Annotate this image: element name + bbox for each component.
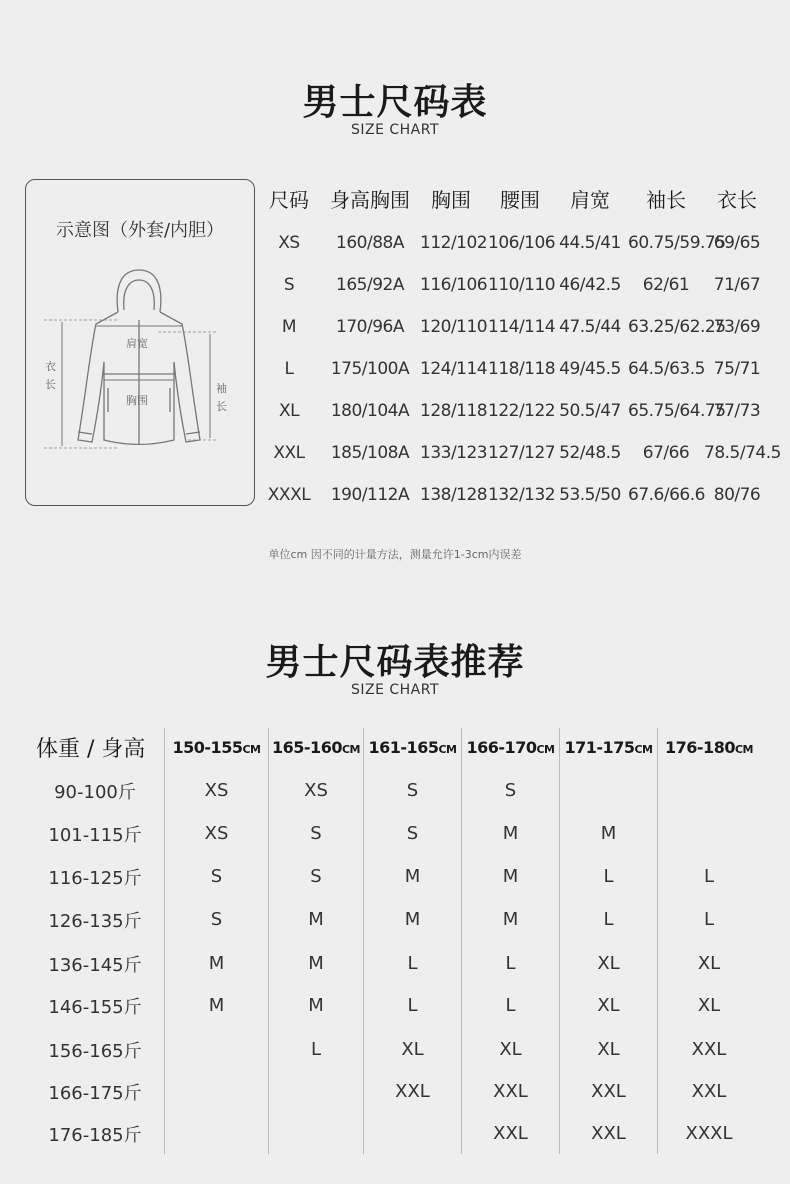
size-label: XXL <box>273 443 305 463</box>
header-sleeve: 袖长 <box>646 188 686 212</box>
diagram-caption: 示意图（外套/内胆） <box>55 220 225 241</box>
recommended-size: L <box>603 909 614 930</box>
recommended-size: L <box>407 995 418 1016</box>
weight-label: 156-165斤 <box>48 1041 142 1062</box>
weight-label: 101-115斤 <box>48 825 142 846</box>
recommended-size: L <box>703 909 715 930</box>
header-height-chest: 身高胸围 <box>330 188 410 212</box>
recommended-size: XXL <box>493 1081 528 1102</box>
size-cell: 73/69 <box>713 317 761 337</box>
size-chart-subtitle: SIZE CHART <box>350 122 440 138</box>
measurement-note: 单位cm 因不同的计量方法，测量允许1-3cm内误差 <box>268 548 522 561</box>
size-cell: 77/73 <box>713 401 761 421</box>
size-label: L <box>284 359 294 379</box>
recommend-title: 男士尺码表推荐 <box>265 642 525 683</box>
length-label: 衣长 <box>45 360 56 391</box>
weight-height-header: 体重 / 身高 <box>36 737 146 762</box>
height-range: 150-155 <box>172 738 243 757</box>
jacket-diagram-panel <box>25 179 255 506</box>
size-cell: 46/42.5 <box>559 275 621 295</box>
height-unit: CM <box>634 743 653 756</box>
recommended-size: M <box>308 995 324 1016</box>
recommended-size: M <box>308 909 324 930</box>
size-cell: 116/106 <box>420 275 488 295</box>
size-cell: 118/118 <box>488 359 556 379</box>
size-cell: 128/118 <box>420 401 488 421</box>
size-cell: 80/76 <box>713 485 761 505</box>
recommended-size: XL <box>697 995 721 1016</box>
weight-label: 126-135斤 <box>48 911 142 932</box>
recommended-size: S <box>406 780 419 801</box>
size-cell: 160/88A <box>336 233 404 253</box>
recommended-size: S <box>310 866 322 887</box>
size-cell: 60.75/59.75 <box>628 233 726 253</box>
size-cell: 49/45.5 <box>559 359 621 379</box>
height-unit: CM <box>734 743 753 756</box>
recommended-size: L <box>407 953 418 974</box>
recommended-size: M <box>404 866 421 887</box>
recommended-size: XXL <box>691 1039 727 1060</box>
size-label: S <box>283 275 295 295</box>
header-length: 衣长 <box>717 188 757 212</box>
size-label: XS <box>278 233 300 253</box>
weight-label: 136-145斤 <box>48 955 142 976</box>
size-cell: 175/100A <box>330 359 410 379</box>
recommended-size: S <box>210 866 223 887</box>
header-size: 尺码 <box>269 188 309 212</box>
size-cell: 127/127 <box>488 443 556 463</box>
recommended-size: XS <box>204 823 229 844</box>
size-cell: 133/123 <box>420 443 488 463</box>
recommended-size: XXL <box>691 1081 727 1102</box>
header-waist: 腰围 <box>500 188 540 212</box>
recommended-size: L <box>505 953 516 974</box>
height-range: 165-160 <box>272 738 342 757</box>
size-cell: 180/104A <box>330 401 410 421</box>
height-header <box>462 738 559 757</box>
recommend-subtitle: SIZE CHART <box>350 682 440 698</box>
recommended-size: M <box>600 823 617 844</box>
recommended-size: M <box>502 823 519 844</box>
recommended-size: L <box>703 866 715 887</box>
height-unit: CM <box>536 743 555 756</box>
size-cell: 122/122 <box>488 401 556 421</box>
recommended-size: XL <box>697 953 721 974</box>
size-cell: 114/114 <box>488 317 556 337</box>
size-cell: 53.5/50 <box>559 485 621 505</box>
size-cell: 190/112A <box>330 485 410 505</box>
header-chest: 胸围 <box>431 188 471 212</box>
height-unit: CM <box>438 743 457 756</box>
size-cell: 67.6/66.6 <box>628 485 705 505</box>
size-cell: 106/106 <box>488 233 556 253</box>
size-cell: 44.5/41 <box>559 233 621 253</box>
height-header <box>658 738 760 757</box>
height-range: 161-165 <box>368 738 439 757</box>
recommended-size: M <box>208 953 225 974</box>
recommended-size: XL <box>597 1039 620 1060</box>
size-cell: 120/110 <box>420 317 488 337</box>
size-cell: 67/66 <box>642 443 690 463</box>
size-cell: 65.75/64.75 <box>628 401 726 421</box>
size-cell: 63.25/62.25 <box>628 317 726 337</box>
size-cell: 110/110 <box>488 275 556 295</box>
recommended-size: S <box>310 823 322 844</box>
weight-label: 116-125斤 <box>48 868 142 889</box>
size-cell: 47.5/44 <box>559 317 621 337</box>
recommended-size: XXL <box>591 1123 626 1144</box>
size-label: XL <box>278 401 300 421</box>
height-range: 176-180 <box>665 738 735 757</box>
recommended-size: XXXL <box>685 1123 733 1144</box>
recommended-size: S <box>210 909 223 930</box>
recommended-size: XS <box>204 780 229 801</box>
recommended-size: XS <box>304 780 328 801</box>
recommended-size: XXL <box>591 1081 626 1102</box>
recommended-size: XL <box>597 953 620 974</box>
recommended-size: S <box>504 780 517 801</box>
sleeve-label: 袖长 <box>216 382 227 413</box>
recommended-size: XL <box>499 1039 522 1060</box>
jacket-diagram-icon <box>38 262 243 462</box>
recommended-size: M <box>502 909 519 930</box>
weight-label: 176-185斤 <box>48 1125 142 1146</box>
size-cell: 64.5/63.5 <box>628 359 705 379</box>
size-cell: 75/71 <box>713 359 761 379</box>
recommended-size: XXL <box>493 1123 528 1144</box>
size-chart-title: 男士尺码表 <box>302 82 488 123</box>
weight-label: 166-175斤 <box>48 1083 142 1104</box>
size-cell: 138/128 <box>420 485 488 505</box>
height-range: 166-170 <box>466 738 537 757</box>
shoulder-label: 肩宽 <box>126 337 148 350</box>
height-header <box>560 738 657 757</box>
chest-label: 胸围 <box>126 394 148 407</box>
size-label: M <box>281 317 297 337</box>
height-unit: CM <box>341 743 360 756</box>
weight-label: 146-155斤 <box>48 997 142 1018</box>
size-cell: 165/92A <box>336 275 404 295</box>
height-header <box>165 738 268 757</box>
recommended-size: M <box>208 995 225 1016</box>
size-cell: 69/65 <box>713 233 761 253</box>
size-cell: 50.5/47 <box>559 401 621 421</box>
recommended-size: S <box>406 823 419 844</box>
recommended-size: L <box>310 1039 322 1060</box>
size-cell: 185/108A <box>330 443 410 463</box>
size-cell: 112/102 <box>420 233 488 253</box>
size-cell: 132/132 <box>488 485 556 505</box>
size-cell: 124/114 <box>420 359 488 379</box>
height-header <box>364 738 461 757</box>
size-cell: 62/61 <box>642 275 690 295</box>
recommended-size: XL <box>597 995 620 1016</box>
recommended-size: XL <box>401 1039 424 1060</box>
header-shoulder: 肩宽 <box>570 188 610 212</box>
size-label: XXXL <box>267 485 311 505</box>
size-cell: 52/48.5 <box>559 443 621 463</box>
recommended-size: L <box>603 866 614 887</box>
size-cell: 170/96A <box>336 317 404 337</box>
recommended-size: M <box>502 866 519 887</box>
size-cell: 78.5/74.5 <box>704 443 781 463</box>
recommended-size: M <box>404 909 421 930</box>
size-cell: 71/67 <box>713 275 761 295</box>
recommended-size: XXL <box>395 1081 430 1102</box>
recommended-size: M <box>308 953 324 974</box>
height-header <box>269 738 363 757</box>
weight-label: 90-100斤 <box>54 782 136 803</box>
height-unit: CM <box>242 743 261 756</box>
recommended-size: L <box>505 995 516 1016</box>
height-range: 171-175 <box>564 738 635 757</box>
